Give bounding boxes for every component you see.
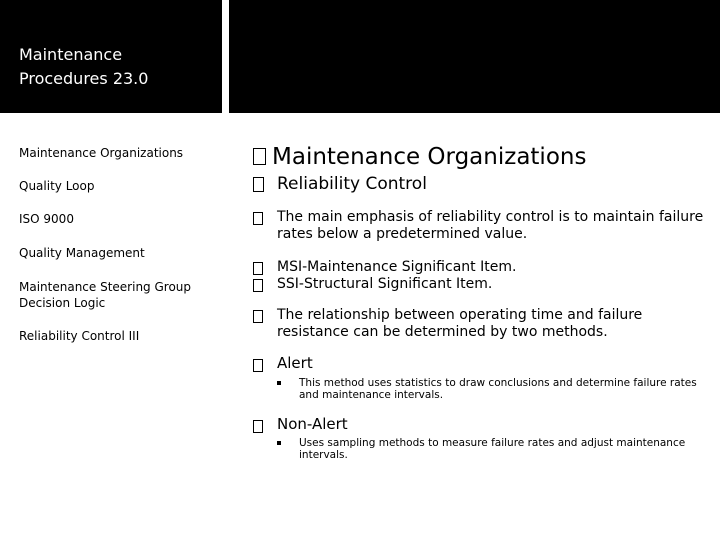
bullet-text: The main emphasis of reliability control is to maintain failure rates below a predetermined value. — [277, 209, 704, 242]
checkbox-bullet-icon — [253, 310, 263, 323]
checkbox-bullet-icon — [253, 359, 263, 372]
bullet-text: MSI-Maintenance Significant Item. — [277, 259, 517, 275]
sidebar-item-quality-loop[interactable]: Quality Loop — [19, 179, 95, 193]
alert-label: Alert — [277, 354, 313, 372]
checkbox-bullet-icon — [253, 262, 263, 275]
header-right-panel — [229, 0, 720, 113]
square-bullet-icon — [277, 381, 281, 385]
bullet-text: SSI-Structural Significant Item. — [277, 276, 493, 292]
sidebar-item-reliability-control-iii[interactable]: Reliability Control III — [19, 329, 140, 343]
slide-subtitle: Reliability Control — [277, 174, 427, 194]
alert-detail-text: This method uses statistics to draw conclusions and determine failure rates and maintenance intervals. — [299, 377, 697, 401]
presentation-title-line-1: Maintenance — [19, 45, 123, 64]
presentation-title-line-2: Procedures 23.0 — [19, 69, 149, 88]
slide-title — [253, 142, 586, 172]
sidebar-item-maintenance-organizations[interactable]: Maintenance Organizations — [19, 146, 184, 160]
checkbox-bullet-icon — [253, 177, 264, 192]
square-bullet-icon — [277, 441, 281, 445]
bullet-text: The relationship between operating time and failure resistance can be determined by two methods. — [277, 307, 643, 340]
presentation-title — [19, 43, 219, 91]
sidebar-item-msg-decision-logic[interactable]: Maintenance Steering Group Decision Logic — [19, 280, 192, 310]
checkbox-bullet-icon — [253, 148, 266, 165]
checkbox-bullet-icon — [253, 212, 263, 225]
non-alert-label: Non-Alert — [277, 415, 348, 433]
header-left-panel — [0, 0, 222, 113]
slide-title-text: Maintenance Organizations — [272, 144, 587, 170]
sidebar-item-iso-9000[interactable]: ISO 9000 — [19, 212, 74, 226]
non-alert-detail-text: Uses sampling methods to measure failure rates and adjust maintenance intervals. — [299, 437, 686, 461]
checkbox-bullet-icon — [253, 279, 263, 292]
sidebar-item-quality-management[interactable]: Quality Management — [19, 246, 145, 260]
checkbox-bullet-icon — [253, 420, 263, 433]
